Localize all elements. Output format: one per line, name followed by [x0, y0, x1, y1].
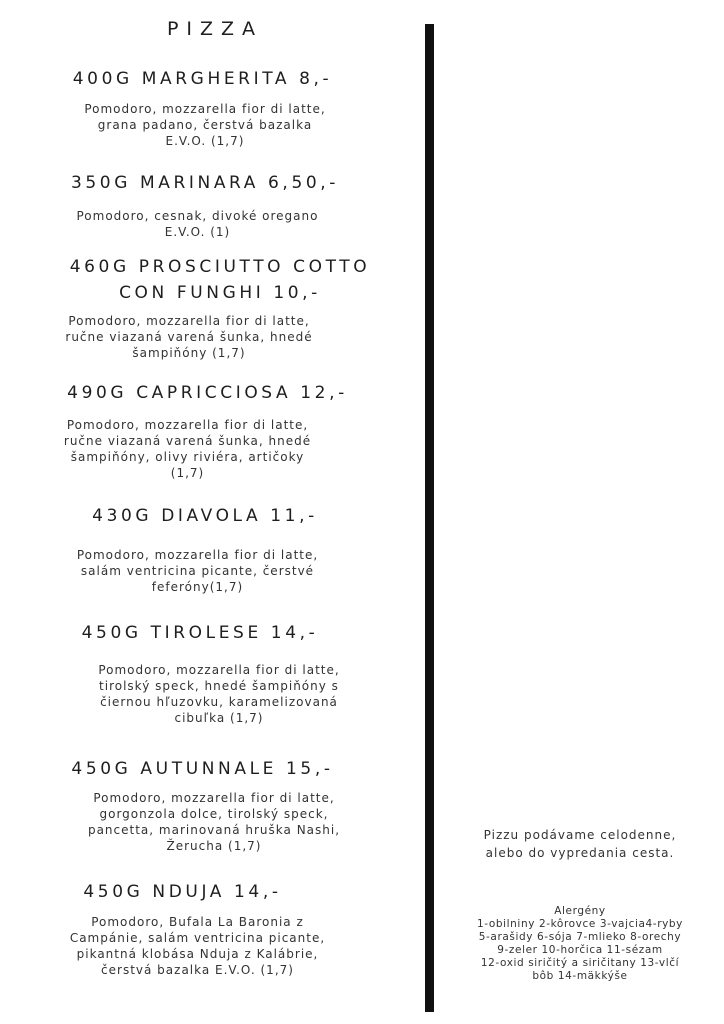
pizza-description — [0, 313, 378, 361]
allergens-line: 9-zeler 10-horčica 11-sézam — [497, 944, 663, 956]
serving-note — [440, 826, 720, 862]
pizza-description — [0, 208, 395, 240]
pizza-description-line: cibuľka (1,7) — [174, 711, 264, 725]
vertical-divider — [425, 24, 434, 1012]
pizza-name-line: 450G AUTUNNALE 15,- — [71, 759, 334, 779]
allergens-line: 1-obilniny 2-kôrovce 3-vajcia4-ryby — [476, 918, 684, 930]
pizza-description-line: (1,7) — [170, 466, 205, 480]
pizza-description-line: tirolský speck, hnedé šampiňóny s — [99, 679, 339, 693]
pizza-description — [0, 662, 438, 726]
allergens-title: Alergény — [554, 905, 606, 917]
pizza-description-line: ručne viazaná varená šunka, hnedé — [63, 434, 312, 448]
pizza-description-line: pikantná klobása Nduja z Kalábrie, — [76, 947, 319, 961]
pizza-description-line: čerstvá bazalka E.V.O. (1,7) — [101, 963, 294, 977]
pizza-description-line: Pomodoro, mozzarella fior di latte, — [93, 791, 335, 805]
pizza-description — [0, 790, 428, 854]
pizza-name-line: CON FUNGHI 10,- — [119, 283, 321, 303]
serving-note-line: Pizzu podávame celodenne, — [483, 828, 677, 842]
pizza-description — [0, 914, 395, 978]
pizza-name — [0, 503, 410, 529]
pizza-description-line: Pomodoro, mozzarella fior di latte, — [68, 314, 310, 328]
allergens-line: 5-arašidy 6-sója 7-mlieko 8-orechy — [478, 931, 682, 943]
pizza-name — [0, 380, 415, 406]
pizza-description-line: E.V.O. (1) — [164, 225, 231, 239]
pizza-name-line: 490G CAPRICCIOSA 12,- — [67, 383, 348, 403]
pizza-description-line: šampiňóny, olivy riviéra, artičoky — [70, 450, 305, 464]
allergens-line: bôb 14-mäkkýše — [532, 970, 628, 982]
pizza-name — [0, 756, 405, 782]
pizza-description-line: čiernou hľuzovku, karamelizovaná — [100, 695, 338, 709]
pizza-name — [0, 879, 365, 905]
pizza-description — [0, 101, 410, 149]
pizza-name — [0, 620, 400, 646]
allergens-line: 12-oxid siričitý a siričitany 13-vlčí — [480, 957, 680, 969]
pizza-description — [0, 547, 395, 595]
pizza-description-line: šampiňóny (1,7) — [132, 346, 246, 360]
pizza-description-line: Pomodoro, Bufala La Baronia z — [91, 915, 304, 929]
pizza-description — [0, 417, 375, 481]
pizza-description-line: Pomodoro, mozzarella fior di latte, — [66, 418, 309, 432]
pizza-description-line: Pomodoro, mozzarella fior di latte, — [84, 102, 326, 116]
pizza-name-line: 450G TIROLESE 14,- — [81, 623, 319, 643]
pizza-description-line: gorgonzola dolce, tirolský speck, — [99, 807, 329, 821]
pizza-description-line: pancetta, marinovaná hruška Nashi, — [87, 823, 341, 837]
pizza-description-line: Campánie, salám ventricina picante, — [69, 931, 326, 945]
serving-note-line: alebo do vypredania cesta. — [485, 846, 675, 860]
page-title: PIZZA — [166, 18, 264, 40]
pizza-name-line: 460G PROSCIUTTO COTTO — [69, 257, 371, 277]
pizza-description-line: Žerucha (1,7) — [166, 839, 262, 853]
pizza-name-line: 450G NDUJA 14,- — [83, 882, 282, 902]
pizza-description-line: Pomodoro, cesnak, divoké oregano — [76, 209, 319, 223]
pizza-name-line: 430G DIAVOLA 11,- — [92, 506, 318, 526]
pizza-name — [0, 170, 410, 196]
pizza-description-line: feferóny(1,7) — [151, 580, 244, 594]
pizza-description-line: Pomodoro, mozzarella fior di latte, — [76, 548, 319, 562]
pizza-description-line: ručne viazaná varená šunka, hnedé — [65, 330, 313, 344]
pizza-name — [0, 66, 405, 92]
pizza-name-line: 350G MARINARA 6,50,- — [70, 173, 340, 193]
pizza-description-line: salám ventricina picante, čerstvé — [80, 564, 315, 578]
allergens-block — [440, 905, 720, 983]
pizza-description-line: grana padano, čerstvá bazalka — [97, 118, 313, 132]
pizza-name-line: 400G MARGHERITA 8,- — [72, 69, 333, 89]
pizza-description-line: E.V.O. (1,7) — [165, 134, 245, 148]
pizza-description-line: Pomodoro, mozzarella fior di latte, — [98, 663, 340, 677]
pizza-name — [20, 254, 420, 306]
